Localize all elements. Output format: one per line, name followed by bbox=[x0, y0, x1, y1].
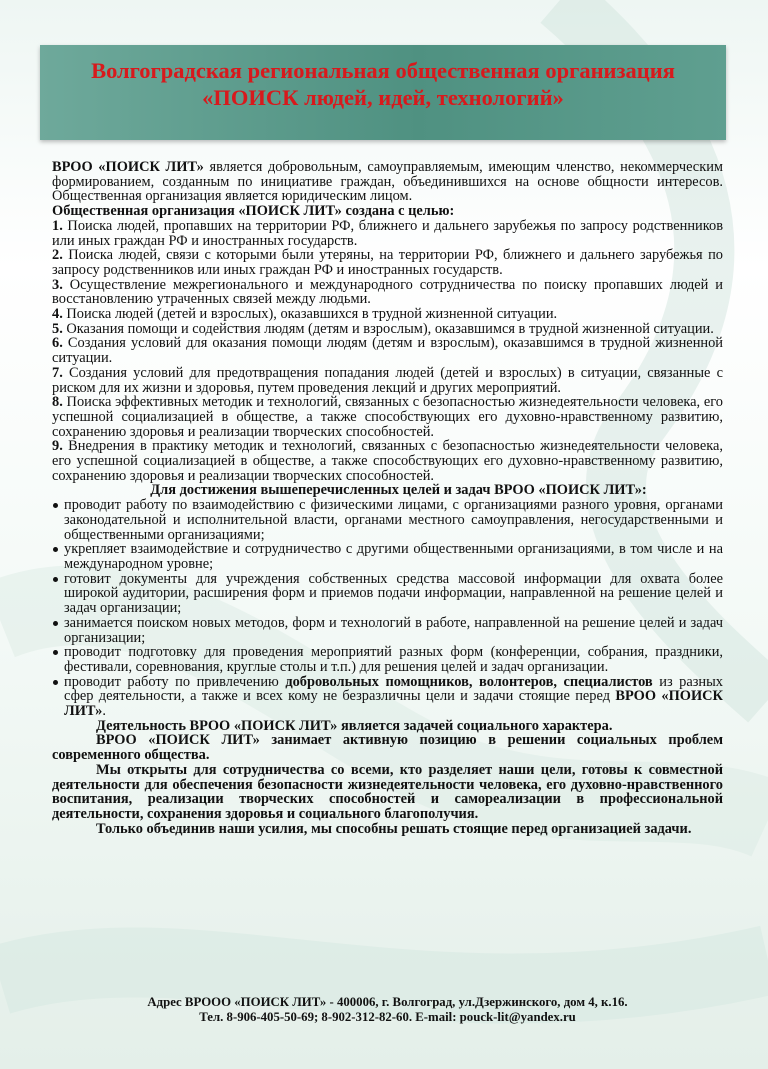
intro-text: является добровольным, самоуправляемым, имеющим членство, некоммерческим формированием, созданным по инициативе граждан, объединившихся на основе общности интересов. Общественная организация является юридическим лицом. bbox=[52, 159, 723, 205]
intro-paragraph bbox=[52, 160, 723, 204]
bullet-icon bbox=[53, 547, 58, 552]
list-item: укрепляет взаимодействие и сотрудничество с другими общественными организациями, в том числе и на международном уровне; bbox=[52, 542, 723, 571]
org-name: ВРОО «ПОИСК ЛИТ» bbox=[52, 159, 204, 175]
bullet-icon bbox=[53, 680, 58, 685]
goals-heading: Общественная организация «ПОИСК ЛИТ» создана с целью: bbox=[52, 203, 455, 220]
goal-item: 8. Поиска эффективных методик и технологий, связанных с безопасностью жизнедеятельности человека, его успешной социализацией в обществе, а также способствующих его духовно-нравственному развитию, сохранению здоровья и реализации творческих способностей. bbox=[52, 394, 723, 440]
document-body bbox=[52, 160, 723, 836]
closing-paragraph-4: Только объединив наши усилия, мы способны решать стоящие перед организацией задачи. bbox=[96, 820, 692, 837]
closing-paragraph-3: Мы открыты для сотрудничества со всеми, кто разделяет наши цели, готовы к совместной деятельности для обеспечения безопасности жизнедеятельности человека, его духовно-нравственного воспитания, реализации творческих способностей и самореализации в профессиональной деятельности, сохранения здоровья и социального благополучия. bbox=[52, 761, 723, 822]
goal-item: 3. Осуществление межрегионального и международного сотрудничества по поиску пропавших людей и восстановлению утраченных связей между людьми. bbox=[52, 276, 723, 308]
activities-list bbox=[52, 498, 723, 719]
goal-item: 1. Поиска людей, пропавших на территории РФ, ближнего и дальнего зарубежья по запросу родственников или иных граждан РФ и иностранных государств. bbox=[52, 217, 723, 249]
goal-item: 5. Оказания помощи и содействия людям (детям и взрослым), оказавшимся в трудной жизненной ситуации. bbox=[52, 320, 714, 337]
bullet-icon bbox=[53, 621, 58, 626]
list-item: проводит работу по взаимодействию с физическими лицами, с организациями разного уровня, органами законодательной и исполнительной власти, органами местного самоуправления, негосударственными и общественными организациями; bbox=[52, 498, 723, 542]
goal-item: 6. Создания условий для оказания помощи людям (детям и взрослым), оказавшимся в трудной жизненной ситуации. bbox=[52, 335, 723, 367]
footer-contacts: Тел. 8-906-405-50-69; 8-902-312-82-60. E-mail: pouck-lit@yandex.ru bbox=[199, 1010, 576, 1024]
bullet-icon bbox=[53, 577, 58, 582]
goal-item: 4. Поиска людей (детей и взрослых), оказавшихся в трудной жизненной ситуации. bbox=[52, 306, 558, 323]
list-item: занимается поиском новых методов, форм и технологий в работе, направленной на решение целей и задач организации; bbox=[52, 616, 723, 645]
footer bbox=[52, 995, 723, 1025]
list-item: проводит подготовку для проведения мероприятий разных форм (конференции, собрания, праздники, фестивали, соревнования, круглые столы и т.п.) для решения целей и задач организации. bbox=[52, 645, 723, 674]
footer-address: Адрес ВРООО «ПОИСК ЛИТ» - 400006, г. Волгоград, ул.Дзержинского, дом 4, к.16. bbox=[147, 995, 628, 1009]
activities-heading: Для достижения вышеперечисленных целей и задач ВРОО «ПОИСК ЛИТ»: bbox=[150, 482, 647, 499]
goal-item: 2. Поиска людей, связи с которыми были утеряны, на территории РФ, ближнего и дальнего зарубежья по запросу родственников или иных граждан РФ и иностранных государств. bbox=[52, 247, 723, 278]
title-line-1: Волгоградская региональная общественная организация bbox=[91, 58, 675, 83]
bullet-icon bbox=[53, 503, 58, 508]
page-title bbox=[40, 57, 726, 111]
list-item: готовит документы для учреждения собственных средства массовой информации для охвата более широкой аудитории, расширения форм и приемов подачи информации, направленной на решение целей и задач организации; bbox=[52, 572, 723, 616]
closing-paragraph-2: ВРОО «ПОИСК ЛИТ» занимает активную позицию в решении социальных проблем современного общества. bbox=[52, 732, 723, 764]
list-item: проводит работу по привлечению добровольных помощников, волонтеров, специалистов из разных сфер деятельности, а также и всех кому не безразличны цели и задачи стоящие перед ВРОО «ПОИСК ЛИТ». bbox=[52, 675, 723, 719]
goal-item: 7. Создания условий для предотвращения попадания людей (детей и взрослых) в ситуации, связанные с риском для их жизни и здоровья, путем проведения лекций и других мероприятий. bbox=[52, 364, 723, 396]
bullet-icon bbox=[53, 650, 58, 655]
title-line-2: «ПОИСК людей, идей, технологий» bbox=[202, 85, 564, 110]
goal-item: 9. Внедрения в практику методик и технологий, связанных с безопасностью жизнедеятельности человека, его успешной социализацией в обществе, а также способствующих его духовно-нравственному развитию, сохранению здоровья и реализации творческих способностей. bbox=[52, 438, 723, 484]
closing-paragraph-1: Деятельность ВРОО «ПОИСК ЛИТ» является задачей социального характера. bbox=[96, 717, 613, 734]
